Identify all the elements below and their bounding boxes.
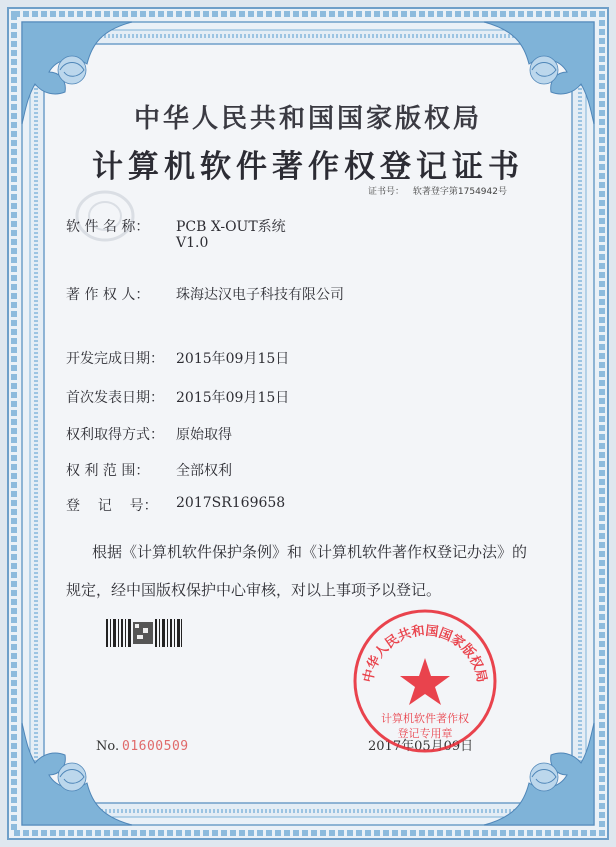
statement-line-1: 根据《计算机软件保护条例》和《计算机软件著作权登记办法》的 <box>92 543 528 561</box>
serial-number-value: 01600509 <box>122 739 189 754</box>
field-value-copyright-owner: 珠海达汉电子科技有限公司 <box>176 287 344 303</box>
statement-line-2: 规定，经中国版权保护中心审核，对以上事项予以登记。 <box>66 581 442 599</box>
issuing-authority: 中华人民共和国国家版权局 <box>133 104 482 134</box>
seal-inner-line-1: 计算机软件著作权 <box>381 712 469 725</box>
field-label-software-name: 软 件 名 称： <box>66 219 150 235</box>
official-seal-icon <box>350 606 500 756</box>
field-label-registration-number: 登 记 号： <box>66 498 158 514</box>
field-label-rights-scope: 权 利 范 围： <box>66 463 150 479</box>
field-label-acquisition-method: 权利取得方式： <box>66 427 164 443</box>
issue-date: 2017年05月09日 <box>368 739 474 754</box>
certificate-number <box>368 184 507 197</box>
barcode-icon <box>105 618 183 648</box>
field-label-publication-date: 首次发表日期： <box>66 390 164 406</box>
field-value-registration-number: 2017SR169658 <box>176 495 286 511</box>
serial-number-label: No. <box>96 739 120 754</box>
field-value-acquisition-method: 原始取得 <box>176 427 232 443</box>
field-label-completion-date: 开发完成日期： <box>66 351 164 367</box>
field-value-rights-scope: 全部权利 <box>176 463 232 479</box>
field-value-software-name: PCB X-OUT系统 <box>176 219 286 235</box>
field-value-completion-date: 2015年09月15日 <box>176 351 290 367</box>
seal-ring-text: 中华人民共和国国家版权局 <box>361 623 489 684</box>
cert-number-value: 软著登字第1754942号 <box>412 187 507 197</box>
seal-inner-line-2: 登记专用章 <box>397 727 453 740</box>
field-label-copyright-owner: 著 作 权 人： <box>66 287 150 303</box>
field-value-software-version: V1.0 <box>176 235 209 251</box>
cert-number-label: 证书号： <box>368 187 405 197</box>
certificate-title: 计算机软件著作权登记证书 <box>92 149 524 185</box>
field-value-publication-date: 2015年09月15日 <box>176 390 290 406</box>
